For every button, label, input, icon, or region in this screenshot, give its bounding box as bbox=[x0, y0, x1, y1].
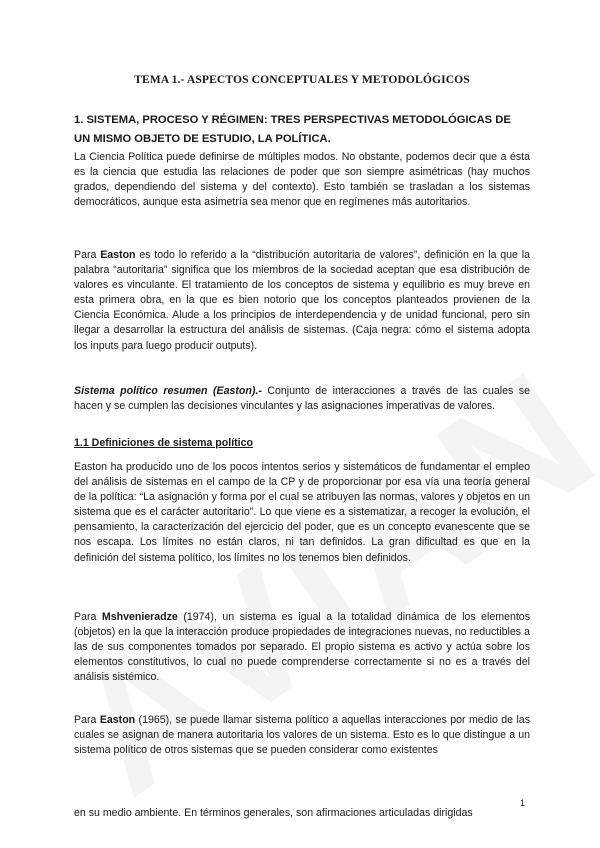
text-span: (1965), se puede llamar sistema político a aquellas interacciones por medio de las cuales se asignan de manera autoritaria los valores de un sistema. Esto es lo que distingue a un sistema político de otros sistemas que se pueden considerar como existentes bbox=[74, 714, 530, 757]
section-1-paragraph-2 bbox=[74, 248, 530, 354]
subsection-1-1-paragraph-1: Easton ha producido uno de los pocos intentos serios y sistemáticos de fundamentar el empleo del análisis de sistemas en el campo de la CP y de proporcionar por esa vía una teoría general de la política: “La asignación y forma por el cual se atribuyen las normas, valores y objetos en un sistema que es el carácter autoritario”. Lo que viene es a sistematizar, a recoger la evolución, el pensamiento, la caracterización del ejercicio del poder, que es un concepto evanescente que se nos escapa. Los límites no están claros, ni tan definidos. La gran dificultad es que en la definición del sistema político, los límites no los tenemos bien definidos. bbox=[74, 461, 530, 564]
text-span: Para bbox=[74, 611, 102, 623]
text-span: Para bbox=[74, 249, 101, 261]
text-span: Para bbox=[74, 714, 100, 726]
author-name: Easton bbox=[100, 249, 136, 261]
section-1-paragraph-1: La Ciencia Política puede definirse de múltiples modos. No obstante, podemos decir que a ésta es la ciencia que estudia las relaciones de poder que son siempre asimétricas (hay muchos grados, dependiendo del sistema y del contexto). Esto también se trasladan a los sistemas democráticos, aunque esta asimetría sea menor que en regímenes más autoritarios. bbox=[74, 151, 530, 209]
subsection-1-1-paragraph-2 bbox=[74, 610, 530, 685]
subsection-1-1-heading: 1.1 Definiciones de sistema político bbox=[74, 437, 253, 449]
author-name: Mshvenieradze bbox=[101, 611, 178, 623]
page-title: TEMA 1.- ASPECTOS CONCEPTUALES Y METODOLÓGICOS bbox=[134, 73, 470, 86]
page-number: 1 bbox=[520, 798, 526, 808]
section-1-heading: 1. SISTEMA, PROCESO Y RÉGIMEN: TRES PERSPECTIVAS METODOLÓGICAS DE UN MISMO OBJETO DE ESTUDIO, LA POLÍTICA. bbox=[74, 114, 511, 145]
text-span: (1974), un sistema es igual a la totalidad dinámica de los elementos (objetos) en la que la interacción produce propiedades de integraciones nuevas, no reductibles a las de sus componentes tomados por separado. El propio sistema es activo y actúa sobre los elementos constitutivos, lo cual no puede comprenderse correctamente si no es a través del análisis sistémico. bbox=[74, 611, 530, 684]
section-1-paragraph-3 bbox=[74, 384, 530, 414]
text-span: es todo lo referido a la “distribución autoritaria de valores”, definición en la que la palabra “autoritaria” significa que los miembros de la sociedad aceptan que esa distribución de valores es vinculante. El tratamiento de los conceptos de sistema y equilibrio es muy breve en esta primera obra, en la que es bien notorio que los conceptos planteados provienen de la Ciencia Económica. Alude a los principios de interdependencia y de unidad funcional, pero sin llegar a desarrollar la estructura del análisis de sistemas. (Caja negra: cómo el sistema adopta los inputs para luego producir outputs). bbox=[74, 249, 530, 352]
author-name: Easton bbox=[99, 714, 136, 726]
definition-term: Sistema político resumen (Easton).- bbox=[74, 385, 262, 397]
next-page-line: en su medio ambiente. En términos generales, son afirmaciones articuladas dirigidas bbox=[74, 807, 473, 819]
text-span: Conjunto de interacciones a través de las cuales se hacen y se cumplen las decisiones vinculantes y las asignaciones imperativas de valores. bbox=[74, 385, 530, 413]
subsection-1-1-paragraph-3 bbox=[74, 713, 530, 758]
